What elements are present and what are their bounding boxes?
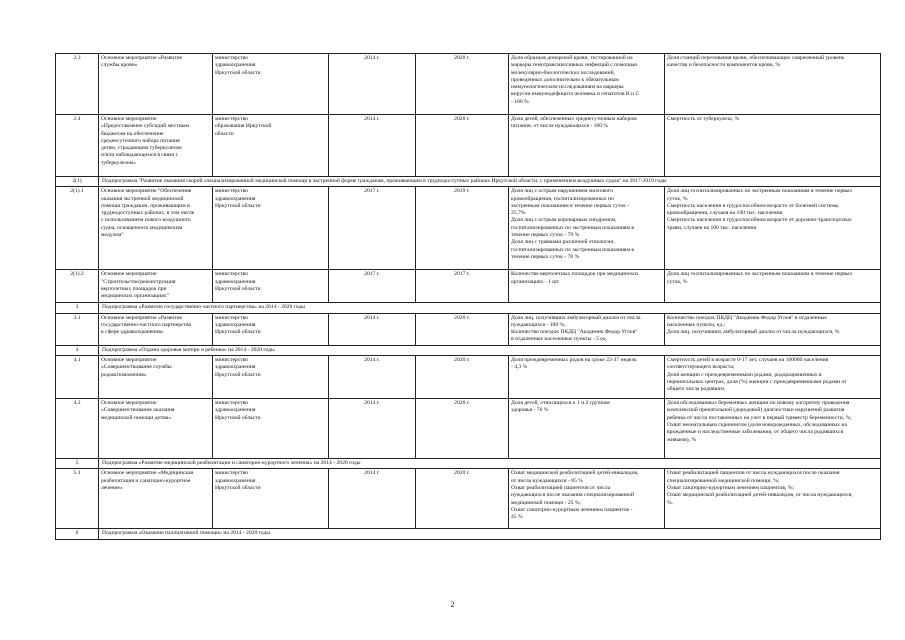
activity-name-line: службы крови» <box>101 62 138 69</box>
target-indicator-line: течение первых суток - 79 % <box>511 232 580 239</box>
program-indicator <box>665 469 881 529</box>
target-indicator-line: иммунологическим исследованиям на маркеры <box>511 84 624 91</box>
end-year: 2020 г. <box>416 399 509 459</box>
executor-line: министерство <box>215 55 249 61</box>
executor <box>213 469 329 529</box>
program-indicator-line: Смертность от туберкулеза, % <box>667 116 740 122</box>
table-row <box>56 187 881 270</box>
target-indicator-line: вирусов иммунодефицита человека и гепатитов В и С <box>511 91 640 98</box>
activity-name-line: реабилитация и санаторно-курортное <box>101 477 191 484</box>
program-indicator <box>665 54 881 115</box>
end-year: 2020 г. <box>416 356 509 399</box>
target-indicator <box>509 54 665 115</box>
executor <box>213 270 329 303</box>
page-number: 2 <box>450 600 455 609</box>
subprogram-title: Подпрограмма "Развитие оказания скорой специализированной медицинской помощи в экстренной форме гражданам, проживающим в труднодоступных районах Иркутской области, с применением воздушных судов" на 2017-2019 годы <box>99 177 881 187</box>
activity-name-line: «Совершенствование службы <box>101 364 172 371</box>
executor-line: Иркутской области <box>215 371 261 378</box>
executor-line: здравоохранения <box>215 364 256 371</box>
activity-name-line: бюджетам на обеспечение <box>101 130 164 137</box>
target-indicator-line: Доля преждевременных родов на сроке 22-37 недель <box>511 357 637 364</box>
target-indicator-line: проведенных дополнительно к обязательным <box>511 76 619 83</box>
program-indicator-line: Количество поездок ПКДЦ "Академик Федор Углов" в отдаленные <box>667 314 827 321</box>
table-row <box>56 270 881 303</box>
executor-line: министерство <box>215 400 249 407</box>
executor-line: здравоохранения <box>215 62 256 69</box>
target-indicator-line: - 100 % <box>511 98 529 105</box>
executor-line: здравоохранения <box>215 195 256 202</box>
target-indicator-line: Доля лиц с острым нарушением мозгового <box>511 188 613 195</box>
activity-name-line: Основное мероприятие <box>101 116 157 122</box>
activity-name-line: судна, оснащенного медицинским <box>101 224 183 231</box>
activity-name-line: с использованием нового воздушного <box>101 217 191 224</box>
program-indicator-line: кровообращения, случаев на 100 тыс. населения <box>667 210 783 217</box>
activity-name-line: туберкулезом» <box>101 159 136 166</box>
subprogram-row <box>56 177 881 187</box>
program-indicator-line: суток, % <box>667 278 688 285</box>
program-indicator-line: соответствующего возраста; <box>667 364 735 371</box>
activity-name <box>99 356 213 399</box>
start-year: 2017 г. <box>329 187 416 270</box>
target-indicator-line: Доля детей, обеспеченных среднесуточным набором <box>511 116 637 122</box>
activity-name-line: модулем" <box>101 232 124 239</box>
target-indicator <box>509 187 665 270</box>
start-year: 2014 г. <box>329 469 416 529</box>
program-indicator-line: перинатальных центрах, доля (%) женщин с преждевременными родами от <box>667 378 847 385</box>
end-year: 2020 г. <box>416 469 509 529</box>
activity-name-line: помощи гражданам, проживающим в <box>101 202 190 209</box>
item-number: 5 <box>56 459 99 469</box>
target-indicator-line: Доля образцов донорской крови, тестированной на <box>511 55 633 61</box>
program-indicator-line: общего числа родивших <box>667 386 725 393</box>
target-indicator-line: Количество поездок ПКДЦ "Академик Федор Углов" <box>511 329 638 336</box>
item-number: 5.1 <box>56 469 99 529</box>
start-year: 2014 г. <box>329 54 416 115</box>
item-number: 4.1 <box>56 356 99 399</box>
activity-name-line: Основное мероприятие <box>101 400 157 407</box>
target-indicator-line: течение первых суток - 70 % <box>511 253 580 260</box>
item-number: 4.2 <box>56 399 99 459</box>
program-indicator-line: Доля женщин с преждевременными родами, родоразрешенных в <box>667 371 822 378</box>
executor-line: Иркутской области <box>215 484 261 491</box>
activity-name-line: Основное мероприятие «Медицинская <box>101 470 194 477</box>
executor-line: министерство <box>215 188 249 195</box>
program-indicator-line: травм, случаев на 100 тыс. населения <box>667 224 757 231</box>
executor-line: здравоохранения <box>215 477 256 484</box>
subprogram-row <box>56 303 881 313</box>
program-indicator-line: специализированной медицинской помощи, %; <box>667 477 780 484</box>
executor-line: Иркутской области <box>215 285 261 292</box>
activity-name <box>99 313 213 345</box>
item-number: 6 <box>56 529 99 539</box>
program-indicator-line: Смертность населения в трудоспособном возрасте от дорожно-транспортных <box>667 217 852 224</box>
target-indicator-line: госпитализированных по экстренным показаниям в <box>511 246 635 253</box>
target-indicator-line: нуждающихся - 100 %; <box>511 321 566 328</box>
start-year: 2014 г. <box>329 313 416 345</box>
program-indicator-line: Охват медицинской реабилитацией детей-инвалидов, от числа нуждающихся, <box>667 492 853 499</box>
executor <box>213 356 329 399</box>
item-number: 2.4 <box>56 115 99 177</box>
target-indicator-line: маркеры гемотрансмиссивных инфекций с помощью <box>511 62 638 69</box>
program-indicator-line: Смертность населения в трудоспособном возрасте от болезней системы <box>667 202 839 209</box>
target-indicator-line: Доля лиц с острым коронарным синдромом, <box>511 217 617 224</box>
target-indicator-line: 25,7% <box>511 210 526 217</box>
activity-name-line: труднодоступных районах, в том числе <box>101 210 195 217</box>
activity-name-line: в сфере здравоохранения» <box>101 329 164 336</box>
program-indicator-line: Охват санаторно-курортным лечением пациентов, %; <box>667 484 795 491</box>
executor-line: министерство <box>215 116 249 122</box>
activity-name-line: Основное мероприятие <box>101 271 157 278</box>
target-indicator-line: в отдаленные населенные пункты - 5 ед. <box>511 336 607 343</box>
item-number: 2.3 <box>56 54 99 115</box>
executor <box>213 399 329 459</box>
target-indicator-line: Доля лиц с травмами различной этиологии, <box>511 239 615 246</box>
activity-name-line: "Строительство/реконструкция <box>101 278 176 285</box>
activity-name-line: «Совершенствование оказания <box>101 407 175 414</box>
item-number: 4 <box>56 345 99 355</box>
activity-name <box>99 399 213 459</box>
executor-line: области <box>215 130 234 137</box>
target-indicator-line: медицинской помощи - 25 %; <box>511 499 582 506</box>
program-indicator-line: Доля лиц, получивших амбулаторный диализ от числа нуждающихся, % <box>667 329 840 336</box>
subprogram-row <box>56 459 881 469</box>
target-indicator-line: 45 % <box>511 514 523 521</box>
start-year: 2014 г. <box>329 399 416 459</box>
start-year: 2017 г. <box>329 270 416 303</box>
target-indicator <box>509 270 665 303</box>
program-indicator <box>665 399 881 459</box>
program-indicator-line: врожденные и наследственные заболевания, от общего числа родившихся <box>667 429 844 436</box>
activity-name-line: родовспоможения» <box>101 371 147 378</box>
target-indicator <box>509 469 665 529</box>
target-indicator-line: питания, от числа нуждающихся - 100 % <box>511 123 609 130</box>
activity-name <box>99 115 213 177</box>
executor-line: Иркутской области <box>215 414 261 421</box>
subprogram-title: Подпрограмма «Развитие медицинской реабилитации и санаторно-курортного лечения» на 2014 - 2020 годы <box>99 459 881 469</box>
activity-name-line: «Предоставление субсидий местным <box>101 123 190 130</box>
program-indicator <box>665 187 881 270</box>
activity-name <box>99 270 213 303</box>
program-indicator-line: суток, % <box>667 195 688 202</box>
program-indicator-line: Охват реабилитацией пациентов от числа нуждающихся после оказания <box>667 470 840 477</box>
executor-line: Иркутской области <box>215 329 261 336</box>
executor <box>213 313 329 345</box>
activity-name-line: Основное мероприятие «Развитие <box>101 314 183 321</box>
program-indicator-line: населенные пункты, ед.; <box>667 321 726 328</box>
activity-name-line: вертолетных площадок при <box>101 285 167 292</box>
activity-name-line: лечение» <box>101 484 123 491</box>
start-year: 2014 г. <box>329 356 416 399</box>
executor <box>213 187 329 270</box>
executor-line: здравоохранения <box>215 407 256 414</box>
subprogram-title: Подпрограмма «Оказание паллиативной помощи» на 2014 - 2020 годы <box>99 529 881 539</box>
executor-line: образования Иркутской <box>215 123 272 130</box>
subprogram-title: Подпрограмма «Развитие государственно-частного партнерства» на 2014 - 2020 годы <box>99 303 881 313</box>
target-indicator <box>509 115 665 177</box>
subprogram-row <box>56 345 881 355</box>
subprogram-title: Подпрограмма «Охрана здоровья матери и ребенка» на 2014 - 2020 годы <box>99 345 881 355</box>
table-row <box>56 399 881 459</box>
program-indicator-line: Охват неонатальным скринингом (доля новорожденных, обследованных на <box>667 421 847 428</box>
end-year: 2020 г. <box>416 313 509 345</box>
target-indicator-line: кровообращения, госпитализированных по <box>511 195 614 202</box>
executor <box>213 115 329 177</box>
activity-name-line: медицинской помощи детям» <box>101 414 172 421</box>
executor-line: министерство <box>215 314 249 321</box>
program-table <box>55 53 881 540</box>
activity-name-line: Основное мероприятие «Развитие <box>101 55 183 61</box>
program-indicator-line: комплексной пренатальной (дородовой) диагностики нарушений развития <box>667 407 845 414</box>
program-indicator <box>665 356 881 399</box>
executor-line: здравоохранения <box>215 321 256 328</box>
program-indicator <box>665 313 881 345</box>
table-row <box>56 54 881 115</box>
start-year: 2014 г. <box>329 115 416 177</box>
activity-name-line: медицинских организациях" <box>101 293 169 300</box>
end-year: 2019 г. <box>416 187 509 270</box>
target-indicator-line: Доля лиц, получивших амбулаторный диализ от числа <box>511 314 641 321</box>
executor-line: Иркутской области <box>215 69 261 76</box>
program-indicator-line: Доля станций переливания крови, обеспечивающих современный уровень <box>667 55 845 61</box>
activity-name <box>99 187 213 270</box>
program-indicator-line: Смертность детей в возрасте 0-17 лет, случаев на 100000 населения <box>667 357 829 364</box>
table-row <box>56 115 881 177</box>
target-indicator-line: молекулярно-биологических исследований, <box>511 69 616 76</box>
activity-name <box>99 54 213 115</box>
end-year: 2020 г. <box>416 115 509 177</box>
activity-name-line: оказания экстренной медицинской <box>101 195 184 202</box>
end-year: 2017 г. <box>416 270 509 303</box>
table-body <box>56 54 881 540</box>
subprogram-row <box>56 529 881 539</box>
item-number: 2(1).2 <box>56 270 99 303</box>
table-row <box>56 313 881 345</box>
target-indicator-line: Количество вертолетных площадок при медицинских <box>511 271 639 278</box>
target-indicator-line: - 4,3 % <box>511 364 528 371</box>
target-indicator-line: нуждающихся после оказания специализированной <box>511 492 635 499</box>
program-indicator-line: %. <box>667 499 674 506</box>
program-indicator-line: Доля лиц госпитализированных по экстренным показаниям в течение первых <box>667 271 853 278</box>
target-indicator-line: организациях - 1 шт <box>511 278 560 285</box>
table-row <box>56 469 881 529</box>
program-indicator-line: живыми), % <box>667 436 697 443</box>
target-indicator-line: Охват медицинской реабилитацией детей-инвалидов, <box>511 470 639 477</box>
executor-line: министерство <box>215 271 249 278</box>
executor-line: Иркутской области <box>215 202 261 209</box>
program-indicator-line: ребенка от числа поставленных на учет в первый триместр беременности, %; <box>667 414 852 421</box>
item-number: 2(1).1 <box>56 187 99 270</box>
item-number: 3 <box>56 303 99 313</box>
program-indicator-line: Доля лиц госпитализированных по экстренным показаниям в течение первых <box>667 188 853 195</box>
end-year: 2020 г. <box>416 54 509 115</box>
program-indicator-line: качества и безопасности компонентов крови, % <box>667 62 781 69</box>
program-indicator <box>665 270 881 303</box>
activity-name <box>99 469 213 529</box>
executor <box>213 54 329 115</box>
table-row <box>56 356 881 399</box>
target-indicator-line: от числа нуждающихся - 85 % <box>511 477 583 484</box>
target-indicator-line: Охват реабилитацией пациентов от числа <box>511 484 611 491</box>
executor-line: здравоохранения <box>215 278 256 285</box>
target-indicator-line: госпитализированных по экстренным показаниям в <box>511 224 635 231</box>
target-indicator-line: Доля детей, относящихся к 1 и 2 группам <box>511 400 610 407</box>
activity-name-line: Основное мероприятие <box>101 357 157 364</box>
activity-name-line: детям, страдающим туберкулезом <box>101 145 182 152</box>
target-indicator <box>509 313 665 345</box>
activity-name-line: Основное мероприятие "Обеспечение <box>101 188 192 195</box>
item-number: 3.1 <box>56 313 99 345</box>
target-indicator-line: экстренным показаниям в течение первых суток - <box>511 202 630 209</box>
program-indicator-line: Доля обследованных беременных женщин по новому алгоритму проведения <box>667 400 850 407</box>
executor-line: министерство <box>215 470 249 477</box>
activity-name-line: государственно-частного партнерства <box>101 321 191 328</box>
item-number: 2(1) <box>56 177 99 187</box>
executor-line: министерство <box>215 357 249 364</box>
activity-name-line: среднесуточного набора питания <box>101 137 180 144</box>
activity-name-line: и/или наблюдающимся в связи с <box>101 152 179 159</box>
program-indicator <box>665 115 881 177</box>
target-indicator <box>509 399 665 459</box>
target-indicator-line: здоровья - 76 % <box>511 407 549 414</box>
target-indicator-line: Охват санаторно-курортным лечением пациентов - <box>511 506 633 513</box>
target-indicator <box>509 356 665 399</box>
